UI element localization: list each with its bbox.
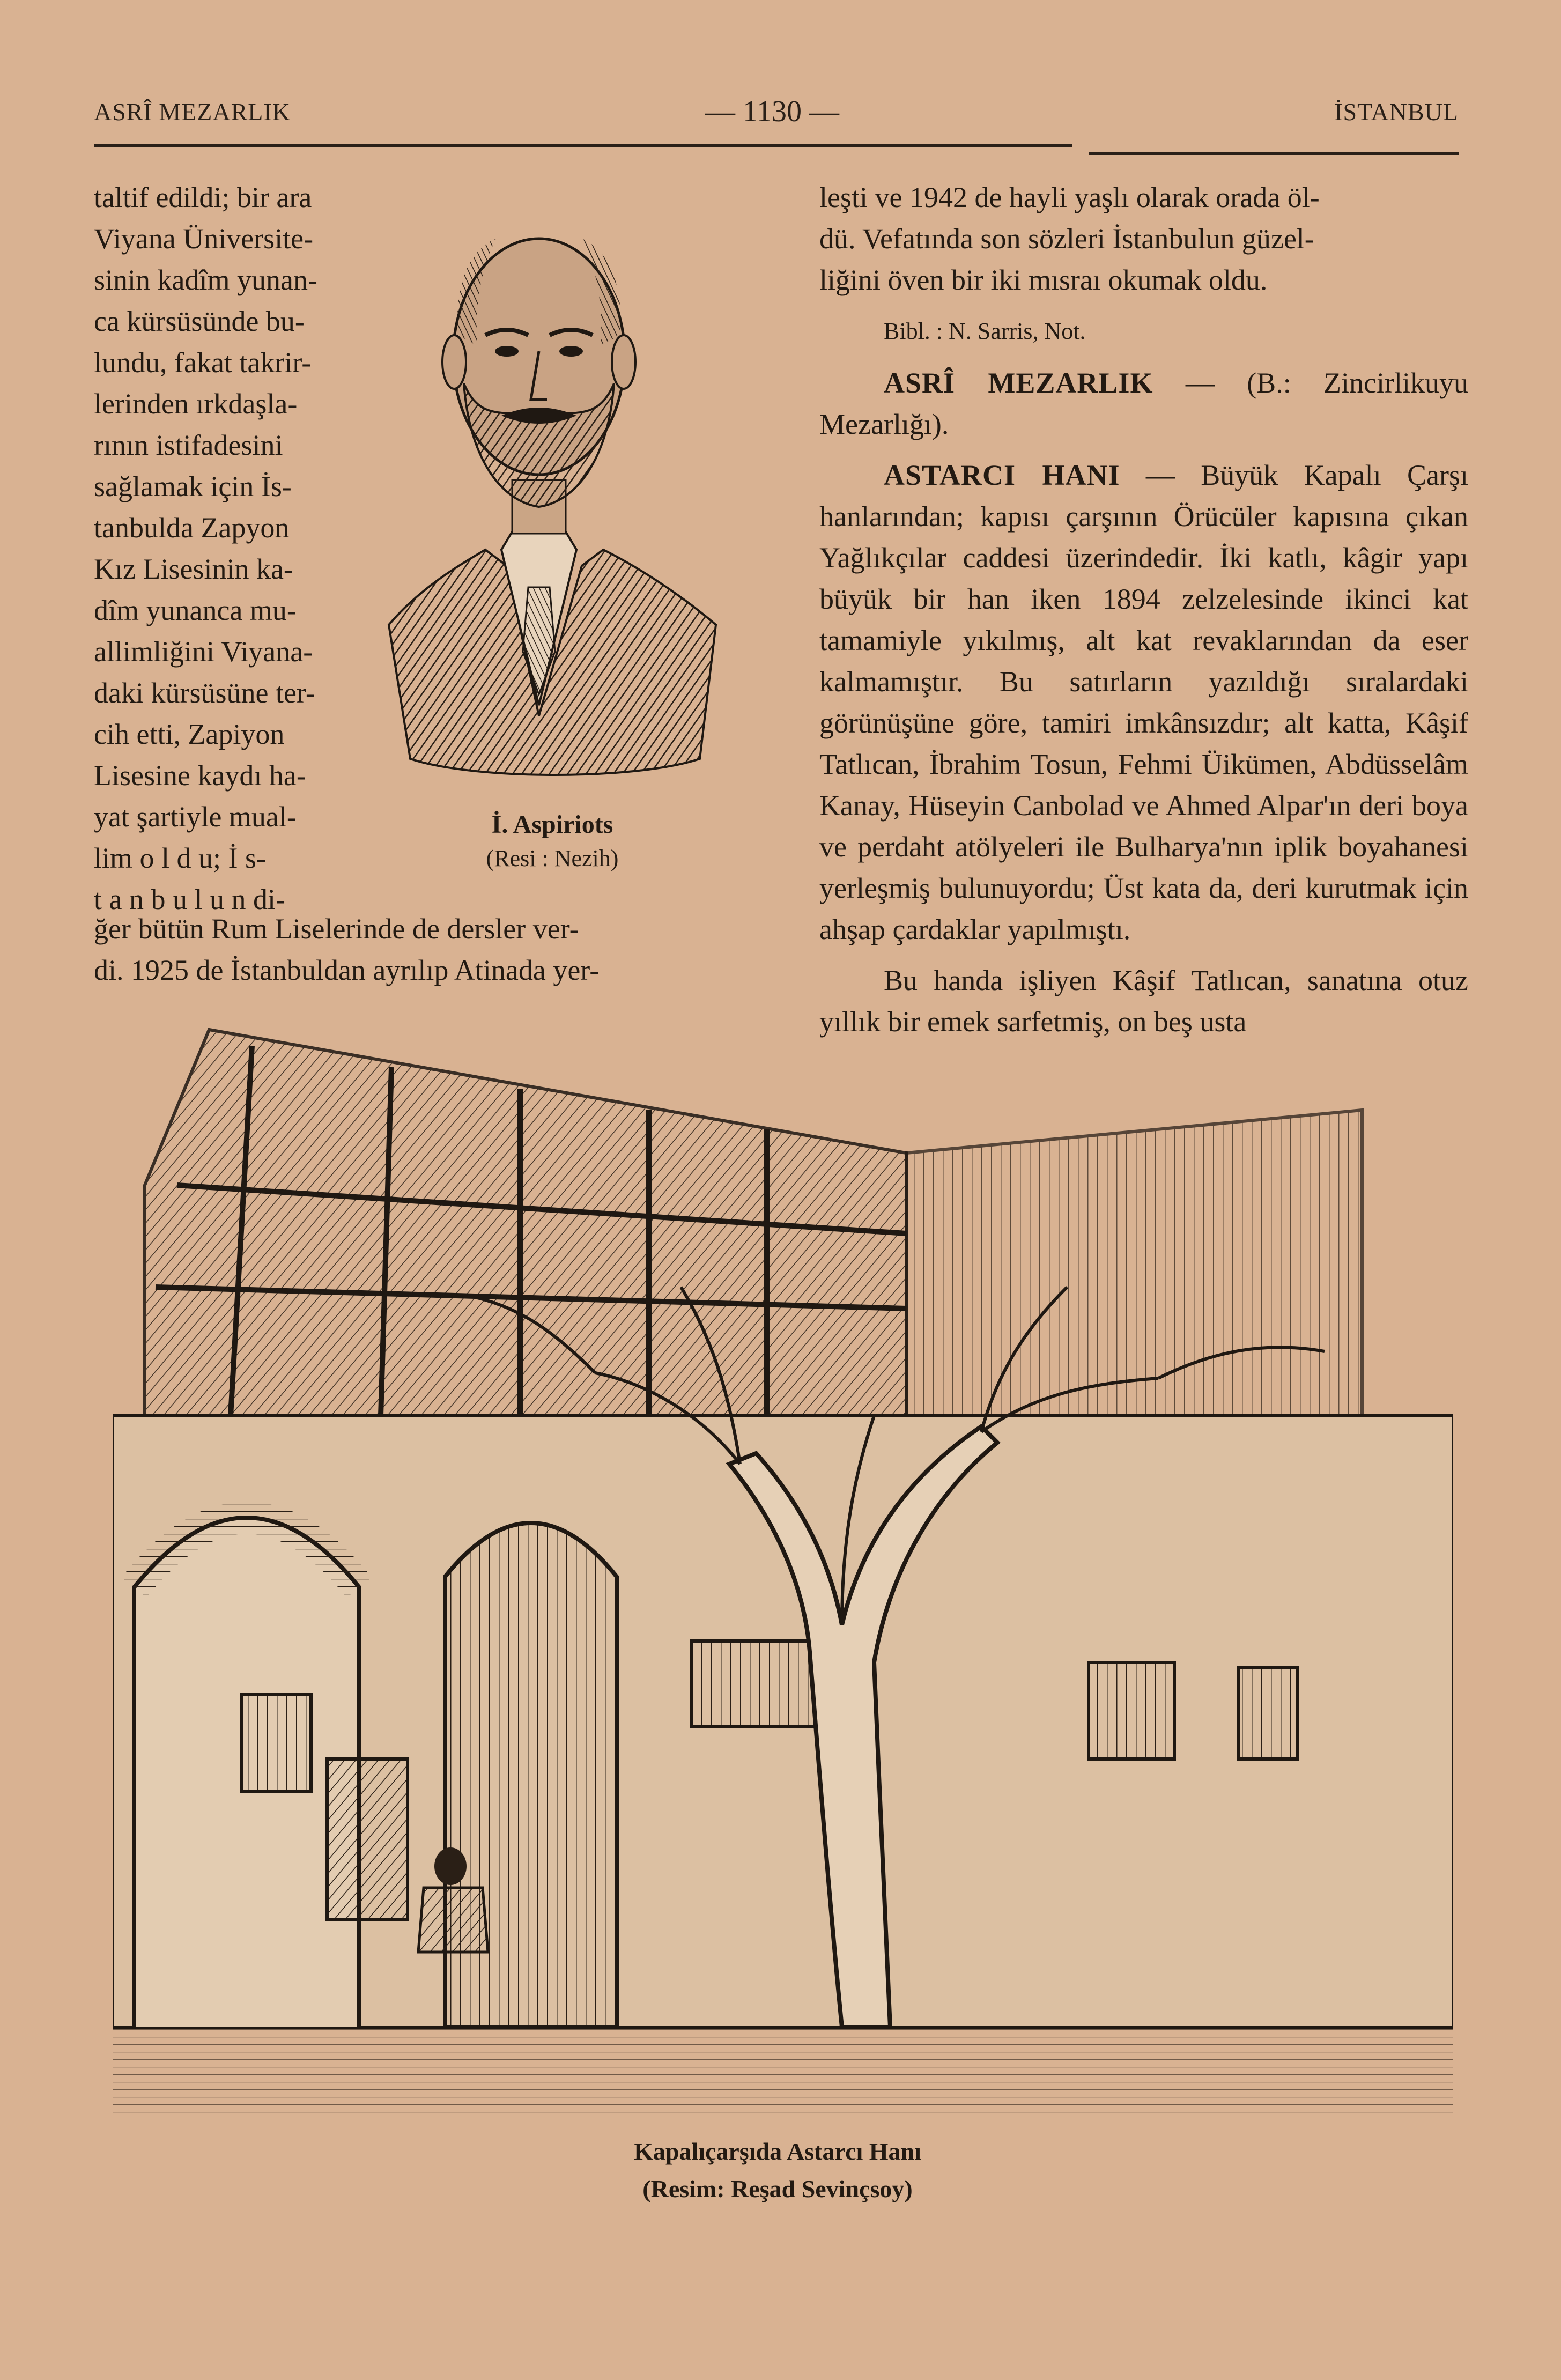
text-line: allimliğini Viyana- — [94, 635, 313, 668]
text-line: Viyana Üniversite- — [94, 223, 314, 255]
entry-asri-mezarlik — [819, 363, 1468, 445]
header-rule — [94, 144, 1072, 147]
text-line: sağlamak için İs- — [94, 470, 292, 502]
text-line: taltif edildi; bir ara — [94, 181, 312, 213]
paragraph: Bu handa işliyen Kâşif Tatlıcan, sanatına otuz yıllık bir emek sarfetmiş, on beş usta — [819, 964, 1468, 1038]
text-line: lerinden ırkdaşla- — [94, 388, 298, 420]
text-line: daki kürsüsüne ter- — [94, 677, 315, 709]
entry-heading: ASRÎ MEZARLIK — [884, 367, 1153, 399]
bibliography-line: Bibl. : N. Sarris, Not. — [884, 318, 1086, 344]
text-line: lundu, fakat takrir- — [94, 346, 312, 379]
text-line: rının istifadesini — [94, 429, 283, 461]
text-line: lim o l d u; İ s- — [94, 842, 266, 874]
right-column — [819, 177, 1468, 1052]
running-head-left: ASRÎ MEZARLIK — [94, 98, 291, 125]
text-line: t a n b u l u n di- — [94, 883, 285, 915]
text-line: Kız Lisesinin ka- — [94, 553, 293, 585]
left-column-narrow — [94, 177, 373, 920]
text-line: yat şartiyle mual- — [94, 801, 297, 833]
text-line: Lisesine kaydı ha- — [94, 759, 306, 792]
page-number: — 1130 — — [705, 95, 839, 128]
text-line: tanbulda Zapyon — [94, 512, 290, 544]
illustration-caption-title: Kapalıçarşıda Astarcı Hanı — [634, 2138, 921, 2165]
running-head-right: İSTANBUL — [1334, 98, 1459, 125]
text-line: dîm yunanca mu- — [94, 594, 297, 626]
entry-text: — Büyük Kapalı Çarşı hanlarından; kapısı çarşının Örücüler kapısına çıkan Yağlıkçılar caddesi üzerindedir. İki katlı, kâgir yapı büyük bir han iken 1894 zelzelesinde ikinci kat tamamiyle yıkılmış, alt kat revaklarından da eser kalmamıştır. Bu satırların yazıldığı sıralardaki görünüşüne göre, tamiri imkânsızdır; alt katta, Kâşif Tatlıcan, İbrahim Tosun, Fehmi Üikümen, Abdüsselâm Kanay, Hüseyin Canbolad ve Ahmed Alpar'ın deri boya ve perdaht atölyeleri ile Bulharya'nın iplik boyahanesi yerleşmiş bulunuyordu; Üst kata da, deri kurutmak için ahşap çardaklar yapılmıştı. — [819, 459, 1468, 945]
text-line: ca kürsüsünde bu- — [94, 305, 305, 337]
entry-astarci-hani — [819, 455, 1468, 950]
text-line: cih etti, Zapiyon — [94, 718, 285, 750]
entry-heading: ASTARCI HANI — [884, 459, 1120, 491]
left-column-wide — [94, 908, 756, 991]
text-line: di. 1925 de İstanbuldan ayrılıp Atinada yer- — [94, 954, 600, 986]
text-line: liğini öven bir iki mısraı okumak oldu. — [819, 264, 1268, 296]
portrait-caption-name: İ. Aspiriots — [491, 810, 613, 839]
paragraph — [819, 177, 1468, 301]
portrait-caption-credit: (Resi : Nezih) — [486, 845, 619, 871]
illustration-caption-credit: (Resim: Reşad Sevinçsoy) — [642, 2175, 913, 2202]
text-line: leşti ve 1942 de hayli yaşlı olarak orada öl- — [819, 181, 1320, 213]
text-line: ğer bütün Rum Liselerinde de dersler ver- — [94, 913, 579, 945]
han-courtyard-illustration — [113, 1008, 1453, 2113]
entry-text: — (B.: Zincirlikuyu Mezarlığı). — [819, 367, 1469, 440]
text-line: sinin kadîm yunan- — [94, 264, 317, 296]
header-rule-right — [1089, 152, 1459, 155]
portrait-illustration — [378, 180, 727, 823]
text-line: dü. Vefatında son sözleri İstanbulun güzel- — [819, 223, 1314, 255]
